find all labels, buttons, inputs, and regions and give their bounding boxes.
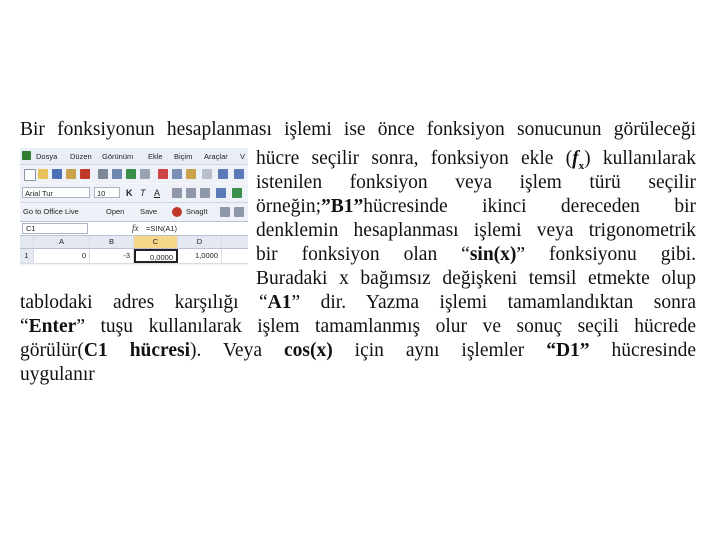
spreadsheet-screenshot	[20, 148, 248, 266]
select-all-corner[interactable]	[20, 236, 34, 248]
go-to-office-live-button[interactable]: Go to Office Live	[23, 207, 79, 216]
cell-a1[interactable]: 0	[34, 249, 90, 263]
column-header-a[interactable]: A	[34, 236, 90, 248]
save-button[interactable]: Save	[140, 207, 158, 216]
snagit-icon[interactable]	[172, 207, 182, 217]
office-live-toolbar	[20, 203, 248, 222]
underline-button[interactable]: A	[154, 188, 161, 198]
menu-item-gorunum[interactable]: Görünüm	[102, 152, 134, 161]
align-center-icon[interactable]	[186, 188, 196, 198]
text-line-6: bir fonksiyon olan “sin(x)” fonksiyonu gibi.	[256, 244, 696, 265]
text-line-11: uygulanır	[20, 364, 95, 385]
menu-item-bicim[interactable]: Biçim	[174, 152, 193, 161]
menu-item-duzen[interactable]: Düzen	[70, 152, 92, 161]
research-icon[interactable]	[140, 169, 150, 179]
italic-button[interactable]: T	[140, 188, 146, 198]
snagit-window-icon[interactable]	[220, 207, 230, 217]
app-icon	[22, 151, 31, 160]
text-line-5: denklemin hesaplanması işlemi veya trigonometrik	[256, 220, 696, 241]
cell-b1[interactable]: -3	[90, 249, 134, 263]
format-painter-icon[interactable]	[202, 169, 212, 179]
align-left-icon[interactable]	[172, 188, 182, 198]
text-line-1: Bir fonksiyonun hesaplanması işlemi ise önce fonksiyon sonucunun görüleceği	[20, 119, 696, 140]
redo-icon[interactable]	[234, 169, 244, 179]
formatting-toolbar	[20, 184, 248, 203]
currency-icon[interactable]	[232, 188, 242, 198]
menu-item-ekle[interactable]: Ekle	[148, 152, 163, 161]
email-icon[interactable]	[80, 169, 90, 179]
column-header-c[interactable]: C	[134, 236, 178, 248]
undo-icon[interactable]	[218, 169, 228, 179]
cut-icon[interactable]	[158, 169, 168, 179]
text-line-4: örneğin;”B1”hücresinde ikinci dereceden bir	[256, 196, 696, 217]
save-icon[interactable]	[52, 169, 62, 179]
paste-icon[interactable]	[186, 169, 196, 179]
text-line-8: tablodaki adres karşılığı “A1” dir. Yazma işlemi tamamlandıktan sonra	[20, 292, 696, 313]
menu-item-more[interactable]: V	[240, 152, 246, 161]
text-line-9: “Enter” tuşu kullanılarak işlem tamamlanmış olur ve sonuç seçili hücrede	[20, 316, 696, 337]
menu-item-araclar[interactable]: Araçlar	[204, 152, 228, 161]
spelling-icon[interactable]	[126, 169, 136, 179]
open-button[interactable]: Open	[106, 207, 125, 216]
text-line-7: Buradaki x bağımsız değişkeni temsil etmekte olup	[256, 268, 696, 289]
text-line-3: istenilen fonksiyon veya işlem türü seçilir	[256, 172, 696, 193]
copy-icon[interactable]	[172, 169, 182, 179]
fx-icon[interactable]: fx	[132, 223, 139, 233]
formula-input[interactable]: =SIN(A1)	[146, 224, 178, 233]
text-line-2: hücre seçilir sonra, fonksiyon ekle $(f_x)$ kullanılarak	[256, 148, 696, 172]
text-line-10: görülür(C1 hücresi). Veya cos(x) için aynı işlemler “D1” hücresinde	[20, 340, 696, 361]
table-row	[20, 249, 248, 264]
snagit-button[interactable]: SnagIt	[186, 207, 208, 216]
bold-button[interactable]: K	[126, 188, 133, 198]
menu-item-dosya[interactable]: Dosya	[36, 152, 58, 161]
column-header-b[interactable]: B	[90, 236, 134, 248]
new-document-icon[interactable]	[24, 169, 36, 181]
name-box[interactable]: C1	[22, 223, 88, 234]
permission-icon[interactable]	[66, 169, 76, 179]
font-name-select[interactable]: Arial Tur	[22, 187, 90, 198]
row-header-1[interactable]: 1	[20, 249, 34, 263]
menu-bar	[20, 148, 248, 165]
align-right-icon[interactable]	[200, 188, 210, 198]
open-folder-icon[interactable]	[38, 169, 48, 179]
formula-bar	[20, 222, 248, 236]
standard-toolbar	[20, 165, 248, 183]
font-size-select[interactable]: 10	[94, 187, 120, 198]
cell-c1[interactable]: 0,0000	[134, 249, 178, 263]
merge-center-icon[interactable]	[216, 188, 226, 198]
print-icon[interactable]	[98, 169, 108, 179]
print-preview-icon[interactable]	[112, 169, 122, 179]
toolbar-options-icon[interactable]	[234, 207, 244, 217]
column-header-d[interactable]: D	[178, 236, 222, 248]
column-header-row	[20, 236, 248, 249]
cell-d1[interactable]: 1,0000	[178, 249, 222, 263]
